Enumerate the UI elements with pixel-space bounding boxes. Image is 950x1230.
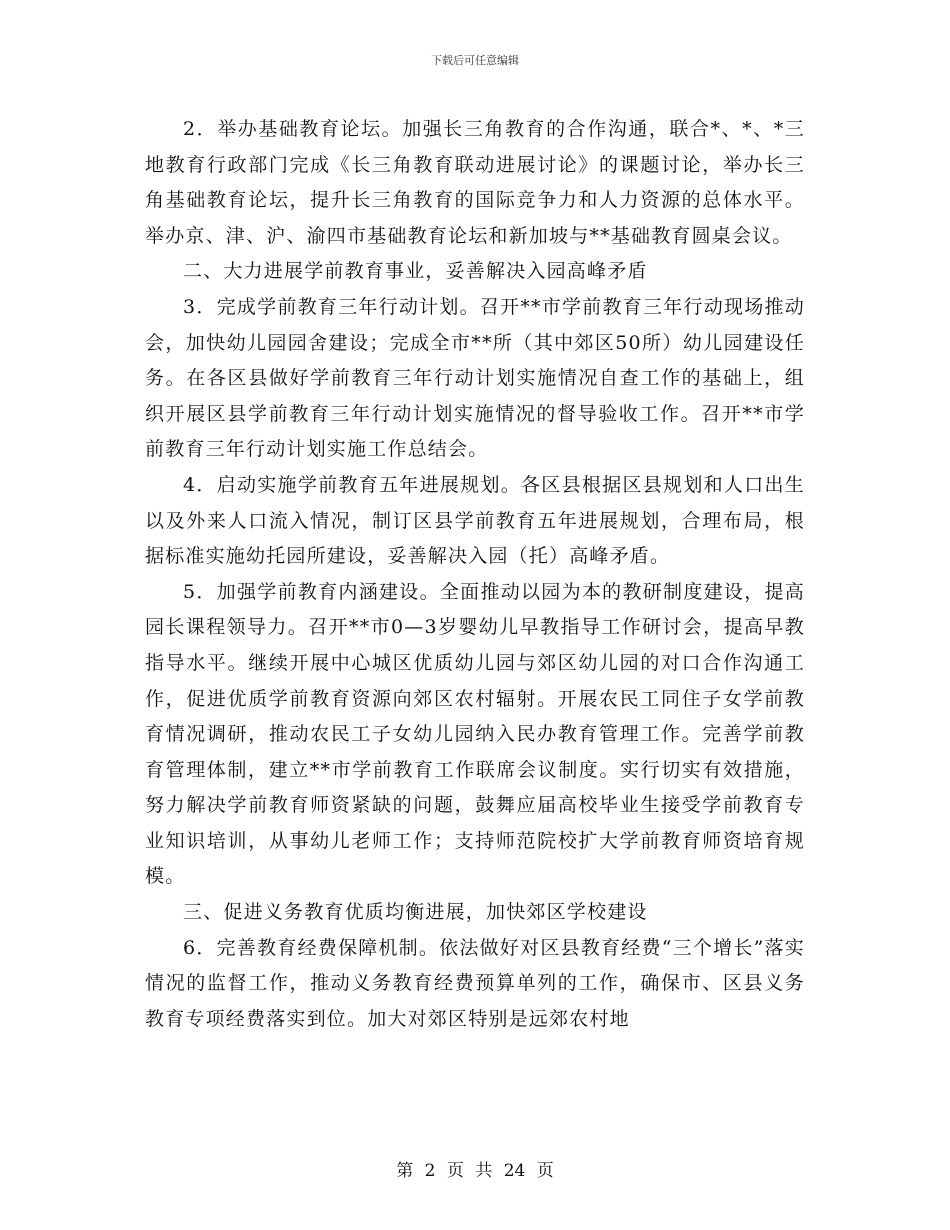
page-header: 下载后可任意编辑 <box>431 54 519 67</box>
paragraph-item-3: 3．完成学前教育三年行动计划。召开**市学前教育三年行动现场推动会，加快幼儿园园舍建设；完成全市**所（其中郊区50所）幼儿园建设任务。在各区县做好学前教育三年行动计划实施情况自查工作的基础上，组织开展区县学前教育三年行动计划实施情况的督导验收工作。召开**市学前教育三年行动计划实施工作总结会。 <box>145 295 805 461</box>
section-heading-3: 三、促进义务教育优质均衡进展，加快郊区学校建设 <box>183 901 648 924</box>
paragraph-item-4: 4．启动实施学前教育五年进展规划。各区县根据区县规划和人口出生以及外来人口流入情况，制订区县学前教育五年进展规划，合理布局，根据标准实施幼托园所建设，妥善解决入园（托）高峰矛盾。 <box>145 473 805 568</box>
page-footer: 第 2 页 共 24 页 <box>396 1161 554 1181</box>
paragraph-item-5: 5．加强学前教育内涵建设。全面推动以园为本的教研制度建设，提高园长课程领导力。召开**市0—3岁婴幼儿早教指导工作研讨会，提高早教指导水平。继续开展中心城区优质幼儿园与郊区幼儿园的对口合作沟通工作，促进优质学前教育资源向郊区农村辐射。开展农民工同住子女学前教育情况调研，推动农民工子女幼儿园纳入民办教育管理工作。完善学前教育管理体制，建立**市学前教育工作联席会议制度。实行切实有效措施，努力解决学前教育师资紧缺的问题，鼓舞应届高校毕业生接受学前教育专业知识培训，从事幼儿老师工作；支持师范院校扩大学前教育师资培育规模。 <box>145 580 805 888</box>
paragraph-item-2: 2．举办基础教育论坛。加强长三角教育的合作沟通，联合*、*、*三地教育行政部门完成《长三角教育联动进展讨论》的课题讨论，举办长三角基础教育论坛，提升长三角教育的国际竞争力和人力资源的总体水平。举办京、津、沪、渝四市基础教育论坛和新加坡与**基础教育圆桌会议。 <box>145 118 805 247</box>
document-body <box>145 112 805 1037</box>
paragraph-item-6: 6．完善教育经费保障机制。依法做好对区县教育经费“三个增长”落实情况的监督工作，推动义务教育经费预算单列的工作，确保市、区县义务教育专项经费落实到位。加大对郊区特别是远郊农村地 <box>145 936 805 1030</box>
section-heading-2: 二、大力进展学前教育事业，妥善解决入园高峰矛盾 <box>183 260 648 283</box>
